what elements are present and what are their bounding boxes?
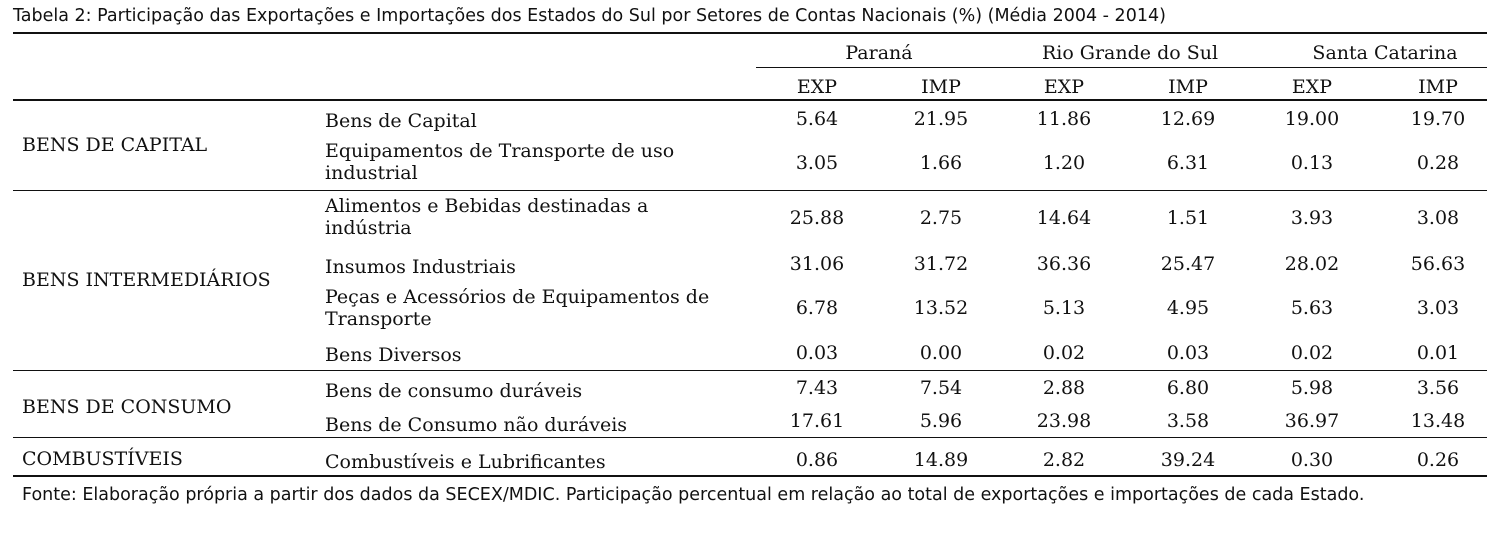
table-cell: 1.66 [919, 152, 963, 174]
table-cell: 11.86 [1036, 108, 1092, 130]
table-cell: 3.03 [1416, 297, 1460, 319]
row-label: Insumos Industriais [325, 256, 516, 278]
table-cell: 31.72 [913, 253, 969, 275]
table-cell: 39.24 [1160, 449, 1216, 471]
subheader-imp: IMP [1168, 76, 1208, 98]
table-cell: 1.51 [1166, 207, 1210, 229]
table-cell: 5.96 [919, 410, 963, 432]
table-cell: 14.89 [913, 449, 969, 471]
table-cell: 12.69 [1160, 108, 1216, 130]
table-cell: 0.30 [1290, 449, 1334, 471]
title-rule [13, 32, 1487, 34]
table-cell: 5.13 [1042, 297, 1086, 319]
group-rule-2 [13, 370, 1487, 371]
table-cell: 2.88 [1042, 377, 1086, 399]
table-footnote: Fonte: Elaboração própria a partir dos dados da SECEX/MDIC. Participação percentual em relação ao total de exportações e importações de cada Estado. [22, 485, 1365, 505]
group-label-bens-de-capital: BENS DE CAPITAL [22, 134, 208, 156]
group-label-bens-de-consumo: BENS DE CONSUMO [22, 396, 232, 418]
table-cell: 7.54 [919, 377, 963, 399]
table-cell: 19.70 [1410, 108, 1466, 130]
row-label: Bens de consumo duráveis [325, 380, 583, 402]
table-cell: 1.20 [1042, 152, 1086, 174]
state-header-rio-grande-do-sul: Rio Grande do Sul [1041, 42, 1219, 64]
subheader-exp: EXP [1291, 76, 1333, 98]
table-cell: 31.06 [789, 253, 845, 275]
row-label: Alimentos e Bebidas destinadas a indústria [325, 195, 649, 239]
state-header-parana: Paraná [845, 42, 913, 64]
table-cell: 4.95 [1166, 297, 1210, 319]
table-cell: 25.47 [1160, 253, 1216, 275]
table-cell: 0.28 [1416, 152, 1460, 174]
table-cell: 23.98 [1036, 410, 1092, 432]
table-cell: 0.26 [1416, 449, 1460, 471]
subheader-exp: EXP [796, 76, 838, 98]
table-cell: 56.63 [1410, 253, 1466, 275]
table-cell: 3.58 [1166, 410, 1210, 432]
table-cell: 2.82 [1042, 449, 1086, 471]
table-cell: 3.05 [795, 152, 839, 174]
state-underline-rule [756, 67, 1487, 68]
table-cell: 7.43 [795, 377, 839, 399]
group-rule-3 [13, 437, 1487, 438]
table-cell: 3.93 [1290, 207, 1334, 229]
table-cell: 14.64 [1036, 207, 1092, 229]
table-cell: 0.03 [795, 342, 839, 364]
table-cell: 0.03 [1166, 342, 1210, 364]
table-cell: 25.88 [789, 207, 845, 229]
row-label: Bens Diversos [325, 344, 462, 366]
row-label: Bens de Consumo não duráveis [325, 414, 628, 436]
table-cell: 36.36 [1036, 253, 1092, 275]
state-header-santa-catarina: Santa Catarina [1312, 42, 1458, 64]
table-cell: 0.13 [1290, 152, 1334, 174]
table-cell: 2.75 [919, 207, 963, 229]
table-cell: 0.01 [1416, 342, 1460, 364]
table-cell: 5.64 [795, 108, 839, 130]
table-cell: 3.08 [1416, 207, 1460, 229]
table-cell: 6.80 [1166, 377, 1210, 399]
table-cell: 0.02 [1042, 342, 1086, 364]
header-bottom-rule [13, 99, 1487, 101]
group-rule-1 [13, 190, 1487, 191]
row-label: Peças e Acessórios de Equipamentos de Transporte [325, 286, 710, 330]
table-cell: 6.78 [795, 297, 839, 319]
table-cell: 36.97 [1284, 410, 1340, 432]
table-cell: 0.02 [1290, 342, 1334, 364]
row-label: Equipamentos de Transporte de uso industrial [325, 140, 675, 184]
table-cell: 19.00 [1284, 108, 1340, 130]
row-label: Bens de Capital [325, 110, 477, 132]
table-bottom-rule [13, 475, 1487, 477]
table-title: Tabela 2: Participação das Exportações e Importações dos Estados do Sul por Setores de Contas Nacionais (%) (Média 2004 - 2014) [13, 6, 1166, 26]
subheader-exp: EXP [1043, 76, 1085, 98]
table-cell: 3.56 [1416, 377, 1460, 399]
table-cell: 5.98 [1290, 377, 1334, 399]
table-cell: 17.61 [789, 410, 845, 432]
table-cell: 21.95 [913, 108, 969, 130]
group-label-bens-intermediarios: BENS INTERMEDIÁRIOS [22, 269, 271, 291]
group-label-combustiveis: COMBUSTÍVEIS [22, 448, 183, 470]
table-cell: 28.02 [1284, 253, 1340, 275]
table-cell: 13.52 [913, 297, 969, 319]
row-label: Combustíveis e Lubrificantes [325, 451, 606, 473]
subheader-imp: IMP [1418, 76, 1458, 98]
table-cell: 0.86 [795, 449, 839, 471]
table-cell: 6.31 [1166, 152, 1210, 174]
table-cell: 0.00 [919, 342, 963, 364]
subheader-imp: IMP [921, 76, 961, 98]
table-cell: 13.48 [1410, 410, 1466, 432]
table-cell: 5.63 [1290, 297, 1334, 319]
